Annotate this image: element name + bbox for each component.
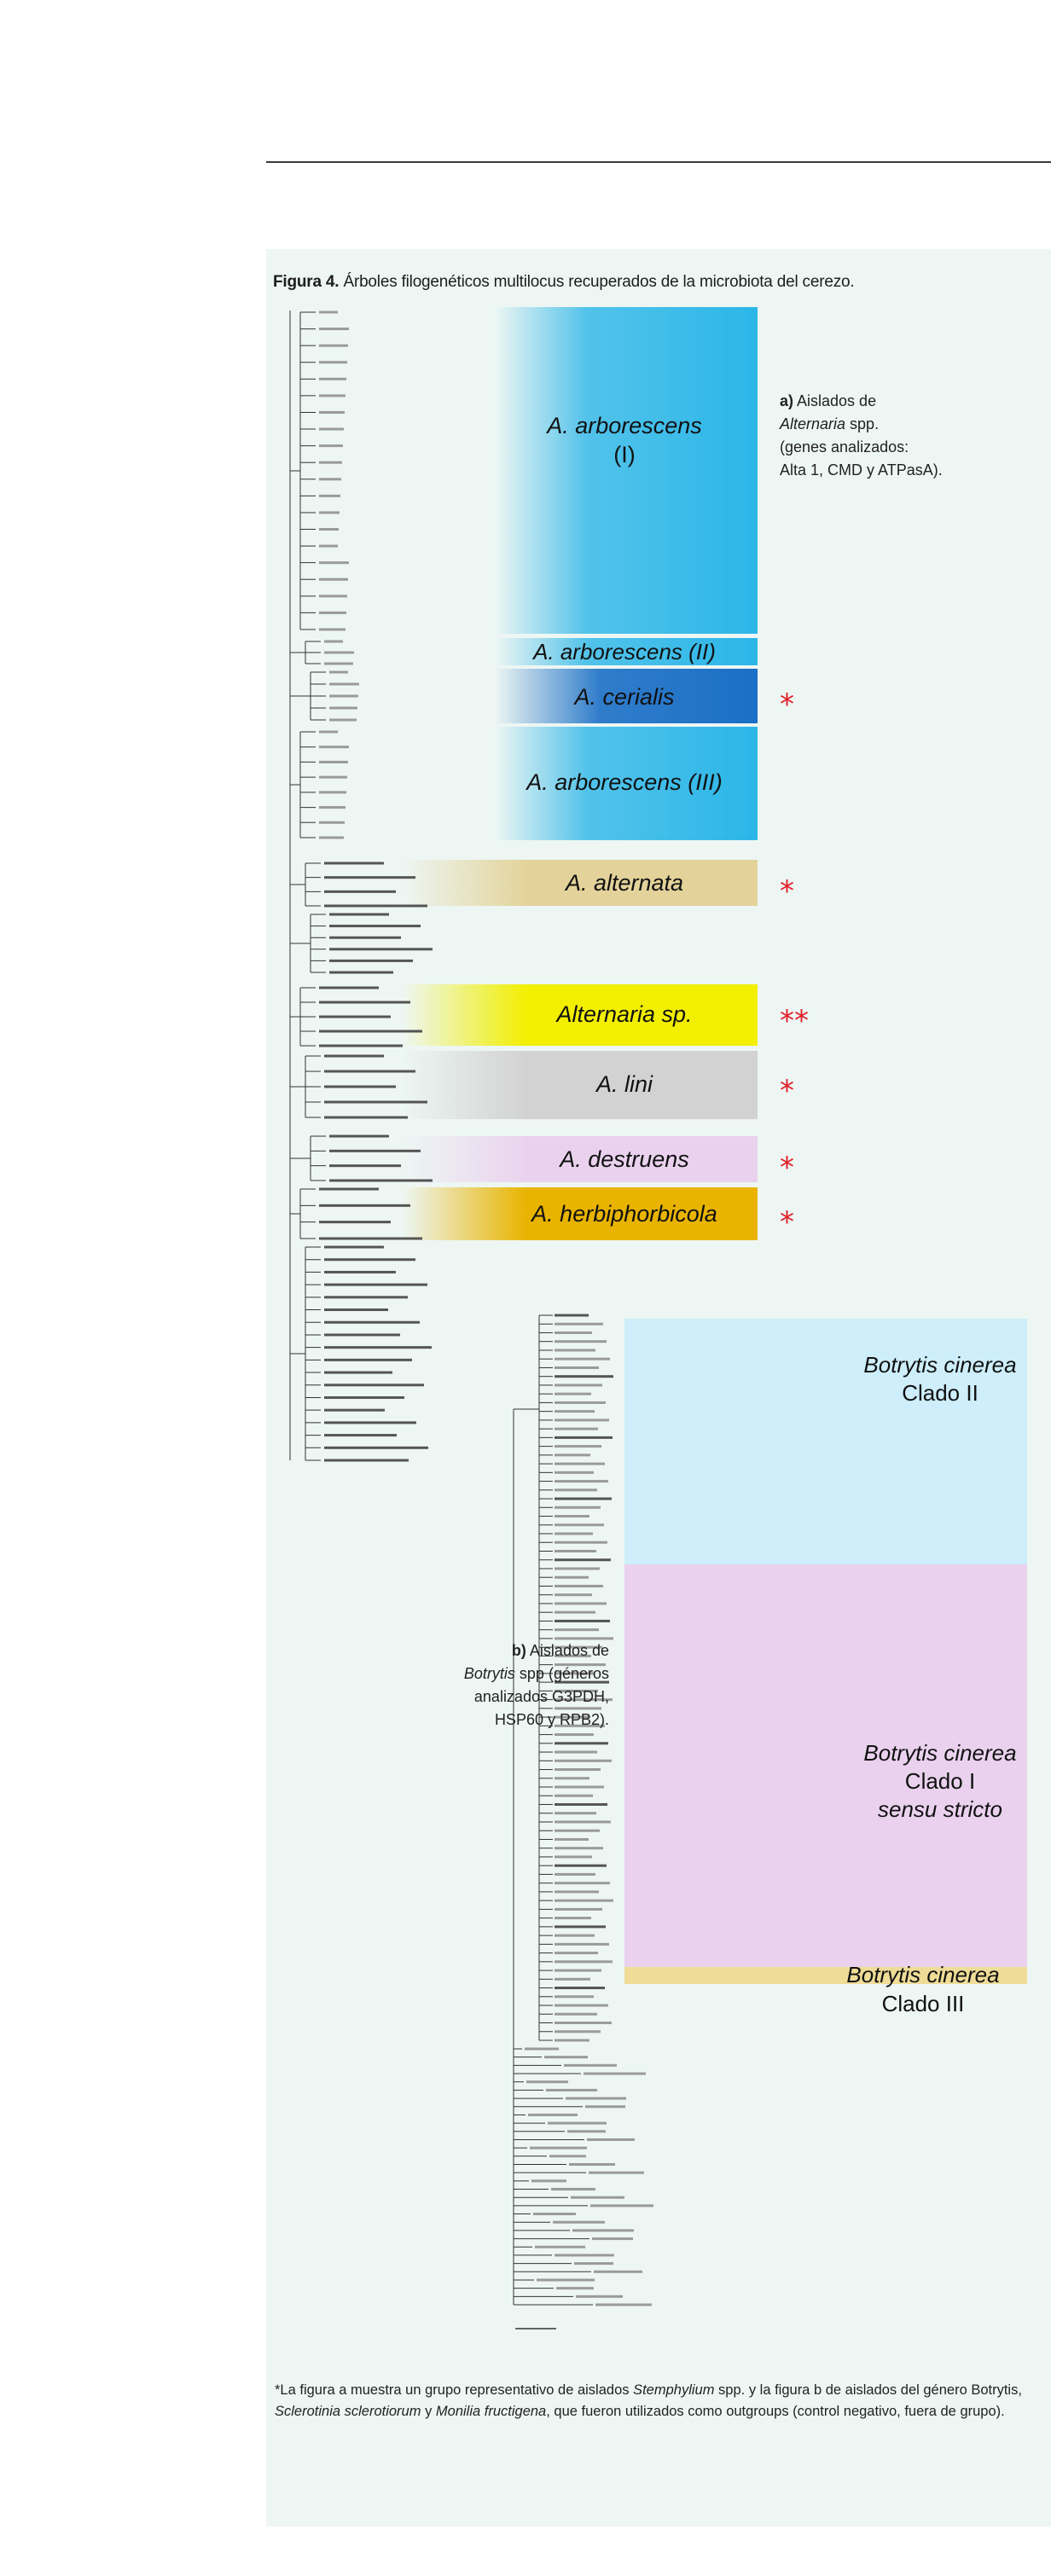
tree-a-tip-label	[324, 862, 384, 865]
clade-star-cerialis: *	[780, 688, 794, 722]
tree-b-outgroup-label	[555, 2254, 614, 2256]
tree-b-tip-label	[555, 1567, 600, 1569]
tree-b-tip-label	[555, 1742, 608, 1744]
tree-a-tip-label	[324, 1384, 424, 1386]
tree-a-tip-label	[324, 891, 396, 893]
tree-a-tip-label	[319, 378, 346, 380]
clade-label-alternaria-sp: Alternaria sp.	[556, 1001, 693, 1027]
tree-a-tip-label	[319, 987, 379, 989]
tree-b-tip-label	[555, 1498, 612, 1500]
clade-label-botrytis-i-l1: Botrytis cinerea	[863, 1740, 1017, 1766]
tree-b-outgroup-label	[569, 2163, 615, 2166]
tree-a-tip-label	[329, 719, 357, 722]
tree-b-tip-label	[555, 1358, 610, 1361]
note-a-letter: a)	[780, 392, 794, 409]
tree-a-tip-label	[319, 394, 345, 397]
tree-b-outgroup-label	[551, 2188, 595, 2190]
tree-a-tip-label	[329, 948, 433, 950]
tree-b-tip-label	[555, 1768, 601, 1771]
tree-b-tip-label	[555, 1978, 590, 1981]
tree-b-outgroup-label	[567, 2130, 606, 2132]
clade-star-alternaria-sp: **	[780, 1004, 809, 1038]
tree-b-tip-label	[555, 1393, 591, 1395]
tree-b-tip-label	[555, 1593, 592, 1596]
clade-box-arborescens-i	[495, 307, 758, 634]
tree-a-tip-label	[329, 707, 357, 710]
tree-b-tip-label	[555, 1463, 605, 1465]
tree-b-tip-label	[555, 1786, 604, 1789]
tree-a-tip-label	[319, 561, 349, 564]
tree-a-tip-label	[324, 1296, 408, 1298]
tree-b-tip-label	[555, 1611, 595, 1614]
clade-label-botrytis-ii-l2: Clado II	[902, 1380, 978, 1406]
tree-b-tip-label	[555, 2013, 597, 2016]
note-b-line1: Aislados de	[526, 1642, 609, 1659]
tree-a-tip-label	[319, 806, 345, 809]
tree-a-tip-label	[324, 905, 427, 908]
tree-a-tip-label	[324, 1346, 432, 1349]
tree-b-tip-label	[555, 1506, 601, 1509]
note-b-letter: b)	[511, 1642, 526, 1659]
tree-a-tip-label	[324, 1434, 397, 1436]
tree-b-tip-label	[555, 1550, 596, 1552]
clade-label-botrytis-iii-l1: Botrytis cinerea	[846, 1962, 1000, 1987]
clade-label-arborescens-ii: A. arborescens (II)	[533, 639, 716, 664]
tree-b-tip-label	[555, 1890, 599, 1893]
clade-label-cerialis: A. cerialis	[574, 684, 675, 710]
tree-b-tip-label	[555, 1445, 601, 1448]
tree-b-tip-label	[555, 1602, 607, 1604]
tree-a-tip-label	[319, 328, 349, 330]
tree-b-tip-label	[555, 1820, 611, 1823]
tree-b-tip-label	[555, 1515, 589, 1517]
tree-b-outgroup-label	[574, 2262, 613, 2265]
tree-b-tip-label	[555, 1523, 604, 1526]
tree-b-tip-label	[555, 1576, 589, 1579]
tree-b-tip-label	[555, 1480, 608, 1482]
tree-a-tip-label	[319, 511, 340, 513]
clade-star-destruens: *	[780, 1151, 794, 1185]
tree-b-tip-label	[555, 1943, 609, 1946]
tree-a-tip-label	[324, 1359, 412, 1361]
footnote-t3: spp. y la figura b de aislados del género Botrytis,	[714, 2382, 1022, 2398]
tree-b-tip-label	[555, 1995, 594, 1998]
tree-a-tip-label	[329, 925, 421, 927]
tree-b-outgroup-label	[548, 2122, 607, 2125]
tree-b-tip-label	[555, 1533, 593, 1535]
tree-b-tip-label	[555, 1733, 594, 1736]
tree-b-tip-label	[555, 1585, 603, 1587]
tree-a-tip-label	[324, 1447, 428, 1449]
note-a-genus: Alternaria	[780, 415, 846, 432]
figure-number: Figura 4.	[273, 273, 340, 291]
tree-b-outgroup-label	[535, 2246, 585, 2248]
tree-a-tip-label	[319, 612, 346, 614]
tree-b-tip-label	[555, 1855, 592, 1858]
clade-label-botrytis-ii-l1: Botrytis cinerea	[863, 1352, 1017, 1378]
tree-a-tip-label	[319, 1238, 422, 1240]
tree-a-tip-label	[319, 1188, 379, 1191]
tree-b-outgroup-label	[590, 2204, 653, 2207]
tree-b-tip-label	[555, 1488, 597, 1491]
tree-a-tip-label	[319, 761, 348, 763]
tree-b-outgroup-label	[566, 2097, 626, 2100]
tree-b-outgroup-label	[530, 2147, 587, 2150]
figure-panel	[266, 249, 1051, 2527]
tree-b-tip-label	[555, 2022, 612, 2024]
tree-b-tip-label	[555, 1987, 605, 1989]
tree-b-tip-label	[555, 1332, 592, 1334]
tree-a-tip-label	[324, 1421, 416, 1424]
tree-a-tip-label	[324, 1396, 404, 1399]
tree-a-tip-label	[319, 361, 347, 363]
tree-a-tip-label	[324, 1258, 415, 1261]
clade-label-arborescens-i-sub: (I)	[613, 442, 636, 467]
tree-a-tip-label	[319, 821, 345, 824]
tree-a-tip-label	[329, 1150, 421, 1152]
note-a-line2: spp.	[845, 415, 880, 432]
tree-b-tip-label	[555, 1384, 602, 1386]
note-a-line3: (genes analizados:	[780, 438, 909, 455]
tree-a-tip-label	[319, 345, 348, 347]
tree-b-tip-label	[555, 1628, 599, 1631]
tree-a-tip-label	[319, 428, 344, 431]
tree-b-tip-label	[555, 1847, 603, 1849]
tree-b-tip-label	[555, 1760, 612, 1762]
tree-a-tip-label	[329, 683, 359, 686]
tree-a-tip-label	[324, 1271, 396, 1273]
note-a-line1: Aislados de	[793, 392, 877, 409]
tree-a-tip-label	[319, 478, 341, 480]
tree-a-tip-label	[324, 1117, 408, 1119]
tree-a-tip-label	[329, 1180, 433, 1182]
tree-b-outgroup-label	[528, 2114, 578, 2116]
clade-label-arborescens-iii: A. arborescens (III)	[526, 769, 723, 795]
tree-b-tip-label	[555, 1436, 613, 1439]
tree-a-tip-label	[324, 1333, 400, 1336]
tree-b-tip-label	[555, 1812, 596, 1814]
tree-a-tip-label	[324, 1308, 388, 1311]
tree-a-tip-label	[319, 629, 345, 631]
tree-b-tip-label	[555, 1366, 599, 1369]
note-panel-b	[369, 1639, 609, 1732]
tree-a-tip-label	[324, 1409, 385, 1412]
tree-a-tip-label	[324, 1284, 427, 1286]
clade-label-herbiphorbicola: A. herbiphorbicola	[531, 1201, 717, 1227]
tree-a-tip-label	[324, 1055, 384, 1058]
clade-label-botrytis-iii-l2: Clado III	[881, 1991, 965, 2016]
tree-b-tip-label	[555, 1419, 609, 1421]
tree-b-tip-label	[555, 2039, 589, 2042]
clade-star-alternata: *	[780, 874, 794, 908]
tree-b-outgroup-label	[533, 2213, 576, 2215]
tree-a-tip-label	[329, 972, 393, 974]
tree-b-tip-label	[555, 1795, 593, 1797]
tree-a-tip-label	[329, 1135, 389, 1138]
tree-b-tip-label	[555, 1349, 595, 1351]
top-rule	[266, 161, 1051, 163]
tree-a-tip-label	[324, 641, 343, 643]
tree-a-tip-label	[319, 1045, 403, 1047]
tree-b-outgroup-label	[549, 2155, 586, 2157]
tree-b-tip-label	[555, 1917, 591, 1919]
tree-b-tip-label	[555, 1900, 613, 1902]
tree-a-tip-label	[319, 411, 345, 414]
tree-b-tip-label	[555, 1453, 590, 1456]
tree-a-tip-label	[319, 545, 338, 548]
footnote-t4: Sclerotinia sclerotiorum	[275, 2404, 421, 2419]
tree-b-outgroup-label	[594, 2271, 642, 2273]
tree-b-tip-label	[555, 1803, 607, 1806]
tree-a-tip-label	[319, 1030, 422, 1033]
tree-b-tip-label	[555, 1541, 607, 1544]
tree-b-tip-label	[555, 1925, 606, 1928]
tree-b-outgroup-label	[556, 2287, 594, 2289]
tree-b-tip-label	[555, 1323, 603, 1326]
clade-label-lini: A. lini	[595, 1071, 653, 1097]
tree-b-tip-label	[555, 1882, 610, 1884]
tree-a-tip-label	[319, 461, 342, 464]
tree-b-tip-label	[555, 2030, 601, 2033]
tree-b-outgroup-label	[525, 2048, 559, 2051]
tree-a-tip-label	[319, 495, 340, 497]
clade-label-arborescens-i: A. arborescens	[547, 413, 702, 438]
tree-b-tip-label	[555, 1960, 613, 1963]
figure-footnote	[275, 2380, 1042, 2422]
tree-a-tip-label	[329, 671, 348, 674]
clade-star-lini: *	[780, 1074, 794, 1108]
tree-b-outgroup-label	[576, 2295, 623, 2298]
clade-label-botrytis-i-l3: sensu stricto	[878, 1796, 1002, 1822]
tree-b-outgroup-label	[537, 2278, 595, 2281]
clade-box-lini	[403, 1051, 758, 1119]
tree-b-outgroup-label	[546, 2089, 597, 2092]
tree-b-outgroup-label	[572, 2229, 634, 2231]
tree-b-outgroup-label	[592, 2237, 633, 2240]
clade-label-botrytis-i-l2: Clado I	[904, 1768, 976, 1794]
tree-a-tip-label	[319, 837, 344, 839]
tree-b-outgroup-label	[571, 2196, 624, 2199]
tree-a-tip-label	[319, 746, 349, 748]
tree-b-tip-label	[555, 1873, 595, 1876]
clade-star-herbiphorbicola: *	[780, 1205, 794, 1239]
tree-a-tip-label	[319, 578, 348, 581]
tree-a-tip-label	[324, 876, 415, 879]
footnote-t5: y	[421, 2404, 436, 2419]
tree-b-tip-label	[555, 2005, 608, 2007]
tree-b-tip-label	[555, 1558, 611, 1561]
footnote-t2: Stemphylium	[633, 2382, 715, 2398]
tree-b-outgroup-label	[595, 2304, 652, 2306]
footnote-t7: , que fueron utilizados como outgroups (control negativo, fuera de grupo).	[546, 2404, 1005, 2419]
tree-a-tip-label	[324, 1372, 392, 1374]
tree-a-tip-label	[319, 731, 338, 734]
tree-b-outgroup-label	[584, 2073, 646, 2075]
tree-b-tip-label	[555, 1410, 595, 1413]
tree-b-tip-label	[555, 1375, 613, 1378]
note-b-line2: spp (géneros	[514, 1665, 609, 1682]
tree-b-tip-label	[555, 1751, 597, 1754]
figure-title: Árboles filogenéticos multilocus recuperados de la microbiota del cerezo.	[339, 273, 855, 291]
tree-b-tip-label	[555, 1428, 598, 1430]
note-b-line3: analizados G3PDH,	[473, 1688, 609, 1705]
tree-a-tip-label	[329, 960, 413, 962]
tree-a-tip-label	[324, 1070, 415, 1073]
tree-b-tip-label	[555, 1620, 610, 1622]
tree-b-outgroup-label	[553, 2221, 605, 2224]
tree-a-tip-label	[319, 1016, 391, 1018]
tree-b-tip-label	[555, 1401, 606, 1404]
tree-b-tip-label	[555, 1471, 594, 1474]
tree-b-outgroup-label	[587, 2138, 635, 2141]
tree-b-tip-label	[555, 1777, 589, 1779]
tree-a-tip-label	[324, 1459, 409, 1462]
tree-a-tip-label	[319, 1001, 410, 1004]
tree-b-tip-label	[555, 1838, 589, 1841]
tree-b-outgroup-label	[564, 2064, 617, 2067]
note-a-line4: Alta 1, CMD y ATPasA).	[780, 461, 943, 479]
note-panel-a	[780, 390, 1036, 482]
note-b-line4: HSP60 y RPB2).	[494, 1711, 609, 1728]
tree-b-tip-label	[555, 1952, 598, 1954]
tree-b-outgroup-label	[589, 2172, 644, 2174]
tree-b-tip-label	[555, 1908, 602, 1911]
note-b-genus: Botrytis	[463, 1665, 515, 1682]
tree-a-tip-label	[319, 311, 338, 314]
tree-a-tip-label	[319, 1221, 391, 1223]
tree-a-tip-label	[319, 1204, 410, 1207]
footnote-t1: *La figura a muestra un grupo representativo de aislados	[275, 2382, 634, 2398]
tree-b-outgroup-label	[585, 2105, 625, 2108]
tree-b-tip-label	[555, 1314, 589, 1317]
tree-b-tip-label	[555, 1830, 600, 1832]
tree-a-tip-label	[329, 1164, 401, 1167]
tree-alternaria	[290, 310, 326, 1460]
tree-a-tip-label	[319, 595, 347, 597]
clade-label-destruens: A. destruens	[560, 1146, 689, 1172]
footnote-t6: Monilia fructigena	[435, 2404, 547, 2419]
tree-a-tip-label	[324, 1086, 396, 1088]
tree-b-outgroup-label	[531, 2179, 566, 2182]
tree-a-tip-label	[324, 1101, 427, 1104]
tree-a-tip-label	[329, 937, 401, 939]
tree-a-tip-label	[324, 1321, 420, 1324]
tree-b-outgroup-label	[526, 2080, 568, 2083]
clade-box-botrytis-i	[624, 1564, 1027, 1967]
tree-a-tip-label	[319, 791, 346, 793]
tree-a-tip-label	[329, 914, 389, 916]
tree-b-tip-label	[555, 1935, 595, 1937]
tree-a-tip-label	[319, 444, 343, 447]
phylogeny-figure	[266, 249, 1051, 2527]
tree-a-tip-label	[319, 528, 339, 531]
tree-a-tip-label	[324, 652, 354, 654]
tree-b-tip-label	[555, 1340, 607, 1343]
clade-label-alternata: A. alternata	[565, 870, 684, 896]
tree-a-tip-label	[329, 695, 358, 698]
tree-b-tip-label	[555, 1970, 601, 1972]
tree-a-tip-label	[319, 776, 347, 779]
tree-a-tip-label	[324, 663, 353, 665]
tree-b-tip-label	[555, 1865, 607, 1867]
tree-a-tip-label	[324, 1246, 384, 1249]
tree-b-outgroup-label	[544, 2056, 588, 2058]
